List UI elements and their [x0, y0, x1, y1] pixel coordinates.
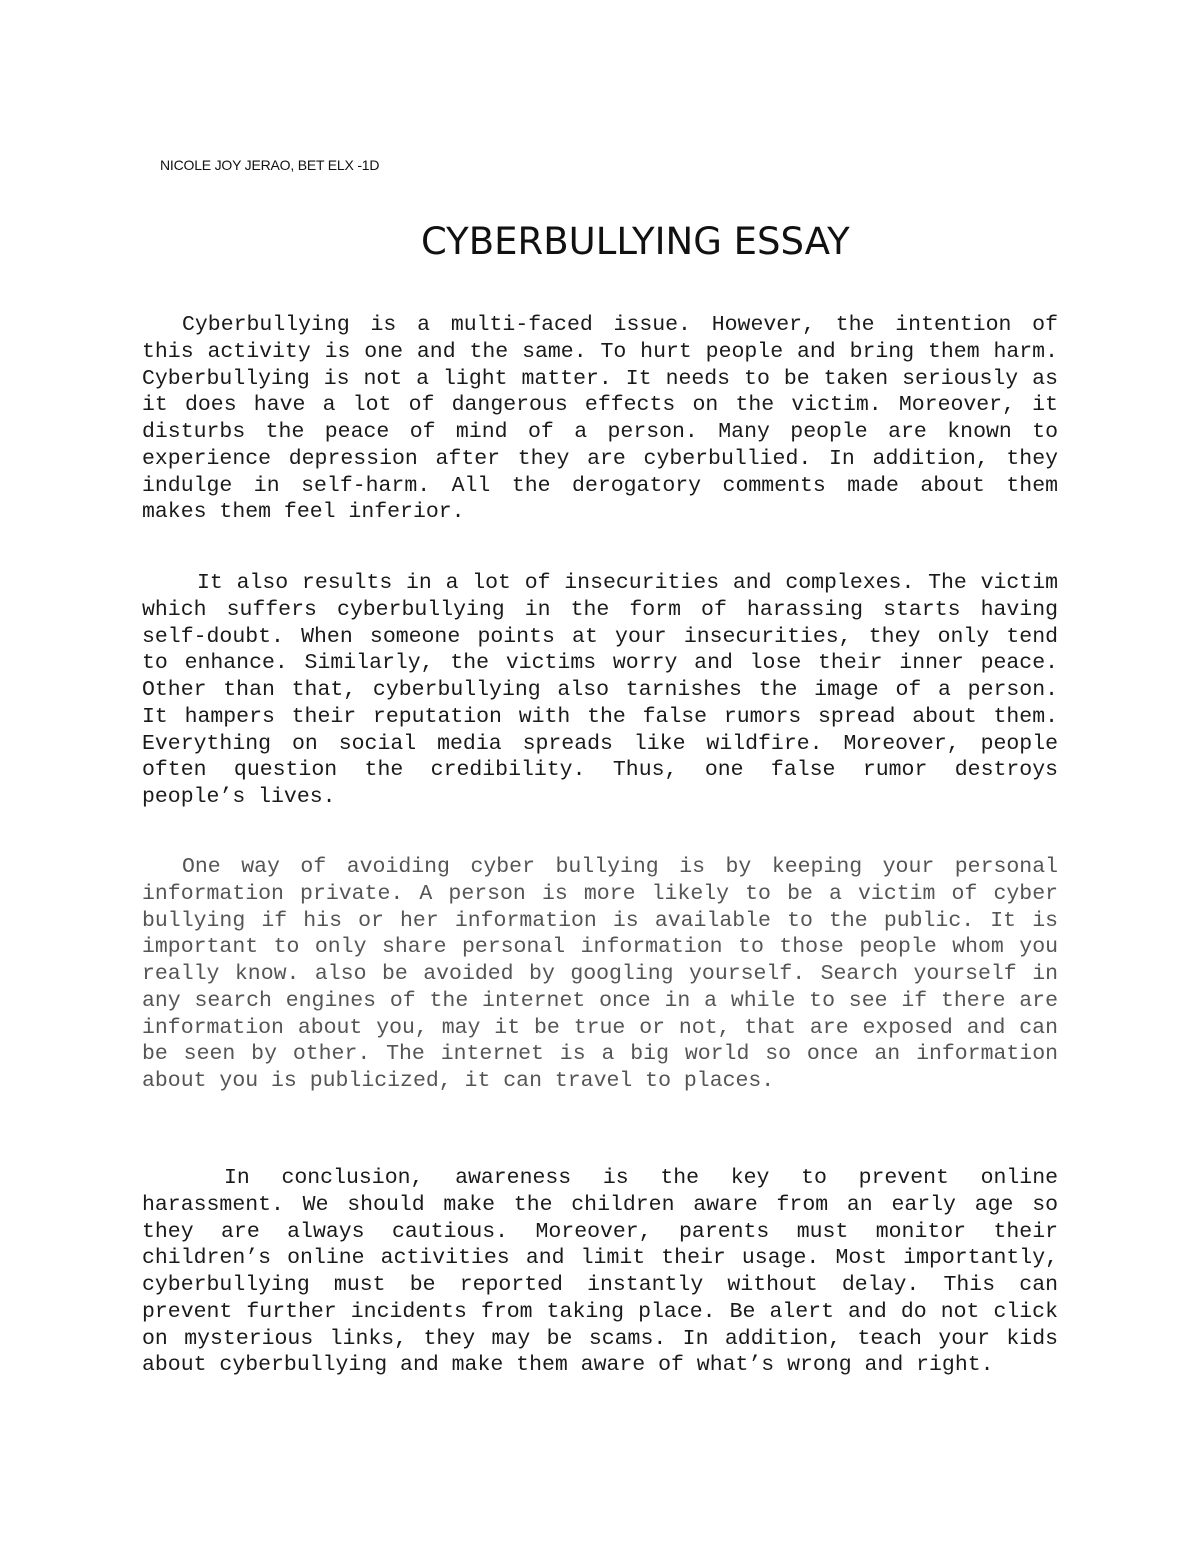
page-title: CYBERBULLYING ESSAY [421, 220, 850, 263]
essay-paragraph-1: Cyberbullying is a multi-faced issue. However, the intention of this activity is one and the same. To hurt people and bring them harm. Cyberbullying is not a light matter. It needs to be taken seriously as it does have a lot of dangerous effects on the victim. Moreover, it disturbs the peace of mind of a person. Many people are known to experience depression after they are cyberbullied. In addition, they indulge in self-harm. All the derogatory comments made about them makes them feel inferior. [142, 313, 1058, 525]
author-line: NICOLE JOY JERAO, BET ELX -1D [160, 157, 380, 173]
essay-paragraph-3: One way of avoiding cyber bullying is by keeping your personal information private. A person is more likely to be a victim of cyber bullying if his or her information is available to the public. It is important to only share personal information to those people whom you really know. also be avoided by googling yourself. Search yourself in any search engines of the internet once in a while to see if there are information about you, may it be true or not, that are exposed and can be seen by other. The internet is a big world so once an information about you is publicized, it can travel to places. [142, 855, 1058, 1093]
essay-paragraph-4: In conclusion, awareness is the key to prevent online harassment. We should make the children aware from an early age so they are always cautious. Moreover, parents must monitor their children’s online activities and limit their usage. Most importantly, cyberbullying must be reported instantly without delay. This can prevent further incidents from taking place. Be alert and do not click on mysterious links, they may be scams. In addition, teach your kids about cyberbullying and make them aware of what’s wrong and right. [142, 1166, 1058, 1378]
essay-paragraph-2: It also results in a lot of insecurities and complexes. The victim which suffers cyberbullying in the form of harassing starts having self-doubt. When someone points at your insecurities, they only tend to enhance. Similarly, the victims worry and lose their inner peace. Other than that, cyberbullying also tarnishes the image of a person. It hampers their reputation with the false rumors spread about them. Everything on social media spreads like wildfire. Moreover, people often question the credibility. Thus, one false rumor destroys people’s lives. [142, 571, 1058, 809]
